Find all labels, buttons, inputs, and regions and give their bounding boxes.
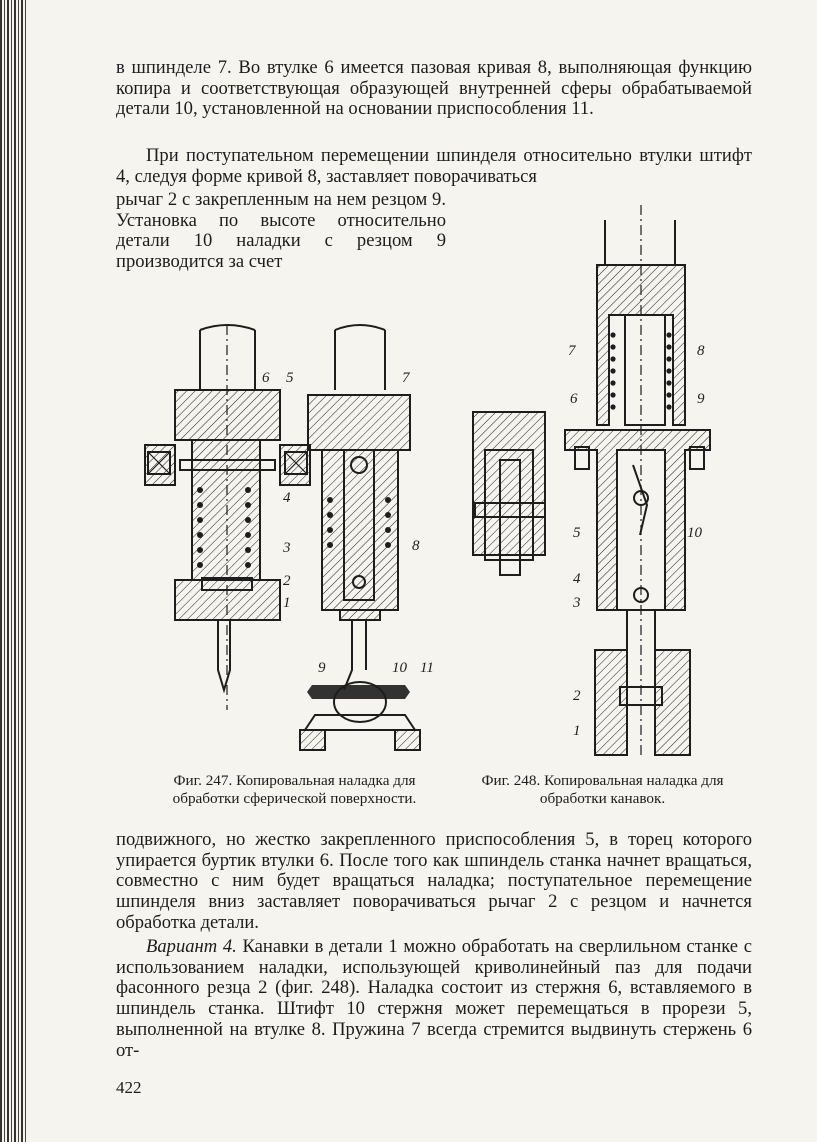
fig248-label-9: 9: [697, 391, 705, 407]
fig247-label-8: 8: [412, 538, 420, 554]
fig248-label-3: 3: [573, 595, 581, 611]
fig248-label-10: 10: [687, 525, 702, 541]
fig247-label-10: 10: [392, 660, 407, 676]
fig248-label-1: 1: [573, 723, 581, 739]
figure-248-drawing: [465, 205, 740, 765]
fig247-label-11: 11: [420, 660, 434, 676]
paragraph-4: [116, 937, 752, 1061]
book-binding-edge: [0, 0, 26, 1142]
fig247-label-7: 7: [402, 370, 410, 386]
paragraph-4-body: Канавки в детали 1 можно обработать на сверлильном станке с использованием наладки, использующей криволинейный паз для подачи фасонного резца 2 (фиг. 248). Наладка состоит из стержня 6, вставляемого в шпиндель станка. Штифт 10 стержня может перемещаться в прорези 5, выполненной на втулке 8. Пружина 7 всегда стремится выдвинуть стержень 6 от-: [116, 936, 752, 1061]
paragraph-2: При поступательном перемещении шпинделя относительно втулки штифт 4, следуя форме кривой 8, заставляет поворачиваться: [116, 145, 752, 187]
fig248-label-7: 7: [568, 343, 576, 359]
fig247-label-1: 1: [283, 595, 291, 611]
fig247-label-5: 5: [286, 370, 294, 386]
fig247-label-6: 6: [262, 370, 270, 386]
fig248-label-6: 6: [570, 391, 578, 407]
variant-heading: Вариант 4.: [146, 936, 237, 957]
paragraph-1: в шпинделе 7. Во втулке 6 имеется пазовая кривая 8, выполняющая функцию копира и соответствующая образующей внутренней сферы обрабатываемой детали 10, установленной на основании приспособления 11.: [116, 57, 752, 120]
fig248-label-5: 5: [573, 525, 581, 541]
fig247-right-device: [300, 325, 420, 750]
figure-248-caption: Фиг. 248. Копировальная наладка для обработки канавок.: [481, 772, 724, 807]
fig247-label-9: 9: [318, 660, 326, 676]
fig248-label-4: 4: [573, 571, 581, 587]
page-number: 422: [116, 1078, 142, 1097]
fig248-label-8: 8: [697, 343, 705, 359]
fig247-label-2: 2: [283, 573, 291, 589]
paragraph-3: подвижного, но жестко закрепленного приспособления 5, в торец которого упирается буртик втулки 6. После того как шпиндель станка начнет вращаться, совместно с ним будет вращаться наладка; поступательное перемещение шпинделя вниз заставляет поворачиваться рычаг 2 с резцом и начнется обработка детали.: [116, 829, 752, 933]
fig248-label-2: 2: [573, 688, 581, 704]
figure-247-caption: Фиг. 247. Копировальная наладка для обработки сферической поверхности.: [172, 772, 417, 807]
figure-247-drawing: [130, 320, 450, 765]
paragraph-2-continued: рычаг 2 с закрепленным на нем резцом 9. Установка по высоте относительно детали 10 наладки с резцом 9 производится за счет: [116, 189, 446, 273]
fig247-label-4: 4: [283, 490, 291, 506]
fig247-label-3: 3: [283, 540, 291, 556]
